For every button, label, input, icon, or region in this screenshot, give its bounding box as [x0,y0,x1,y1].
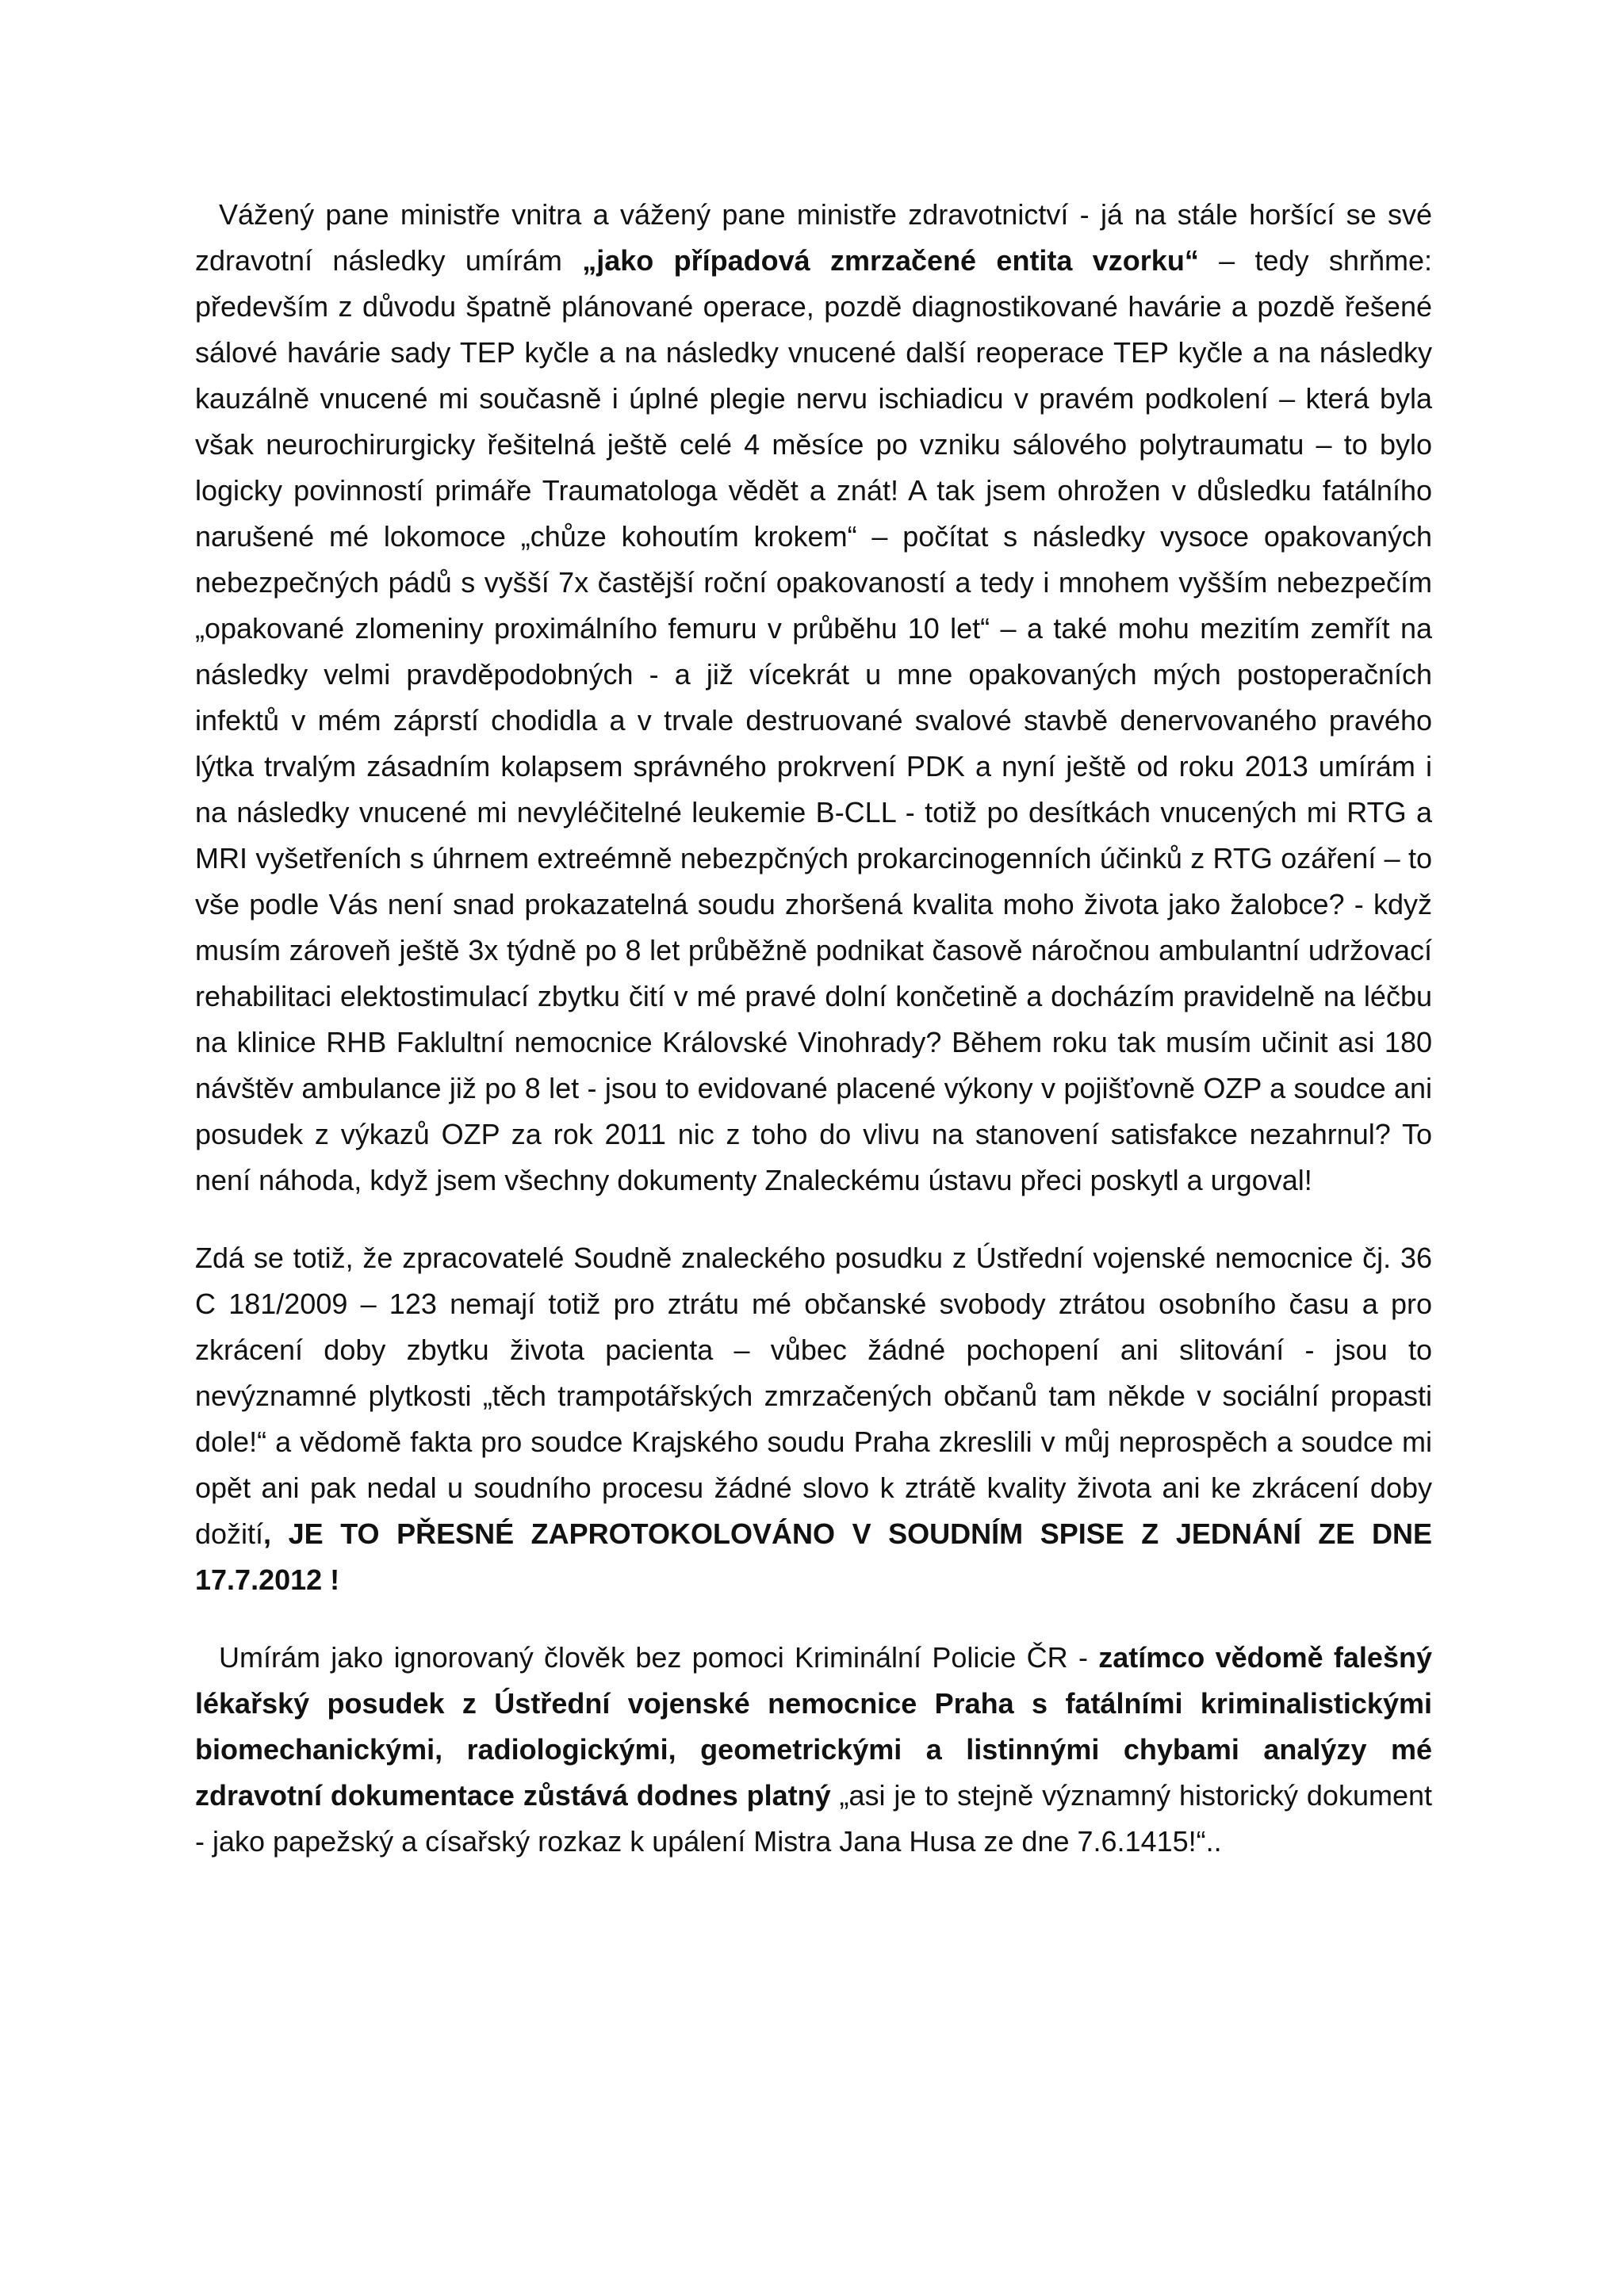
paragraph-1 [195,192,1432,1203]
paragraph-3-text-cont: „asi je to stejně významný historický dokument - jako papežský a císařský rozkaz k upálení Mistra Jana Husa ze dne 7.6.1415!“.. [195,1779,1433,1858]
paragraph-1-text-cont: – tedy shrňme: především z důvodu špatně plánované operace, pozdě diagnostikované havárie a pozdě řešené sálové havárie sady TEP kyčle a na následky vnucené další reoperace TEP kyčle a na následky kauzálně vnucené mi současně i úplné plegie nervu ischiadicu v pravém podkolení – která byla však neurochirurgicky řešitelná ještě celé 4 měsíce po vzniku sálového polytraumatu – to bylo logicky povinností primáře Traumatologa vědět a znát! A tak jsem ohrožen v důsledku fatálního narušené mé lokomoce „chůze kohoutím krokem“ – počítat s následky vysoce opakovaných nebezpečných pádů s vyšší 7x častější roční opakovaností a tedy i mnohem vyšším nebezpečím „opakované zlomeniny proximálního femuru v průběhu 10 let“ – a také mohu mezitím zemřít na následky velmi pravděpodobných - a již vícekrát u mne opakovaných mých postoperačních infektů v mém záprstí chodidla a v trvale destruované svalové stavbě denervovaného pravého lýtka trvalým zásadním kolapsem správného prokrvení PDK a nyní ještě od roku 2013 umírám i na následky vnucené mi nevyléčitelné leukemie B-CLL - totiž po desítkách vnucených mi RTG a MRI vyšetřeních s úhrnem extreémně nebezpčných prokarcinogenních účinků z RTG ozáření – to vše podle Vás není snad prokazatelná soudu zhoršená kvalita moho života jako žalobce? - když musím zároveň ještě 3x týdně po 8 let průběžně podnikat časově náročnou ambulantní udržovací rehabilitaci elektostimulací zbytku čití v mé pravé dolní končetině a docházím pravidelně na léčbu na klinice RHB Faklultní nemocnice Královské Vinohrady? Během roku tak musím učinit asi 180 návštěv ambulance již po 8 let - jsou to evidované placené výkony v pojišťovně OZP a soudce ani posudek z výkazů OZP za rok 2011 nic z toho do vlivu na stanovení satisfakce nezahrnul? To není náhoda, když jsem všechny dokumenty Znaleckému ústavu přeci poskytl a urgoval! [195,244,1432,1196]
paragraph-3-bold-statement: zatímco vědomě falešný lékařský posudek z Ústřední vojenské nemocnice Praha s fatálními kriminalistickými biomechanickými, radiologickými, geometrickými a listinnými chybami analýzy mé zdravotní dokumentace zůstává dodnes platný [195,1641,1432,1812]
document-body [195,192,1432,1896]
paragraph-3 [195,1635,1432,1865]
paragraph-1-bold-quote: „jako případová zmrzačené entita vzorku“ [582,244,1199,277]
paragraph-2 [195,1235,1432,1603]
paragraph-2-bold-statement: , JE TO PŘESNÉ ZAPROTOKOLOVÁNO V SOUDNÍM SPISE Z JEDNÁNÍ ZE DNE 17.7.2012 ! [195,1517,1432,1596]
paragraph-1-text: Vážený pane ministře vnitra a vážený pane ministře zdravotnictví - já na stále horšící se své zdravotní následky umírám [195,198,1432,277]
paragraph-3-text: Umírám jako ignorovaný člověk bez pomoci Kriminální Policie ČR - [219,1641,1099,1674]
paragraph-2-text: Zdá se totiž, že zpracovatelé Soudně znaleckého posudku z Ústřední vojenské nemocnice čj. 36 C 181/2009 – 123 nemají totiž pro ztrátu mé občanské svobody ztrátou osobního času a pro zkrácení doby zbytku života pacienta – vůbec žádné pochopení ani slitování - jsou to nevýznamné plytkosti „těch trampotářských zmrzačených občanů tam někde v sociální propasti dole!“ a vědomě fakta pro soudce Krajského soudu Praha zkreslili v můj neprospěch a soudce mi opět ani pak nedal u soudního procesu žádné slovo k ztrátě kvality života ani ke zkrácení doby dožití [195,1242,1432,1550]
